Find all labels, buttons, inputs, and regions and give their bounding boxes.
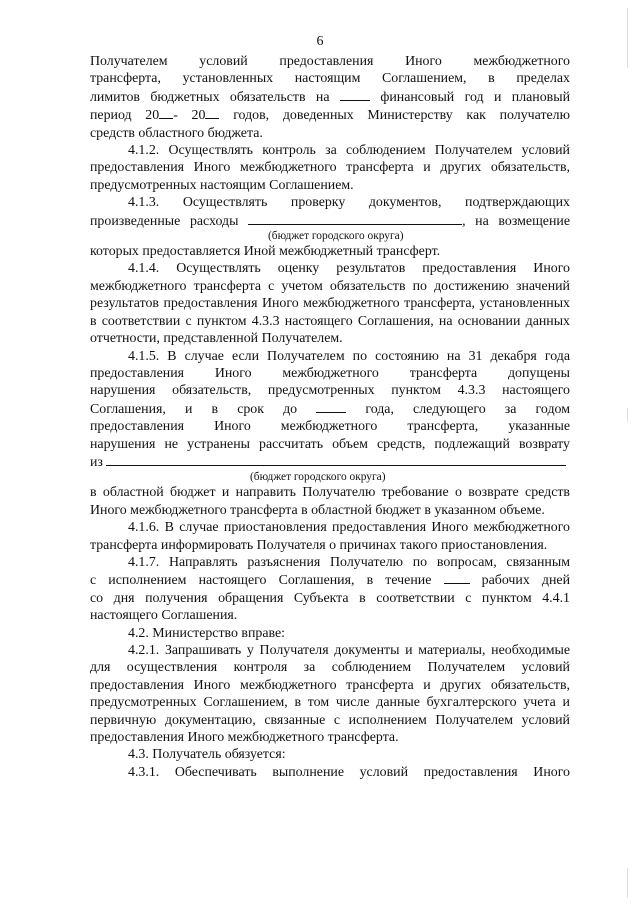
- text-fragment: - 20: [173, 108, 206, 124]
- paragraph-4-1-5-rest: в областной бюджет и направить Получателю требование о возврате средств Иного межбюджетного трансферта в областной бюджет в указанном объеме.: [90, 485, 570, 518]
- text-fragment: из: [90, 454, 103, 470]
- paragraph-4-1-7-line: 4.1.7. Направлять разъяснения Получателю по вопросам, связанным: [128, 554, 570, 570]
- paragraph-4-1-5-line: [90, 453, 570, 471]
- section-heading-4-3: 4.3. Получатель обязуется:: [128, 747, 286, 763]
- text-fragment: , на возмещение: [462, 213, 570, 229]
- text-fragment: годов, доведенных Министерству как получателю: [233, 108, 570, 124]
- text-fragment: финансовый год и плановый: [380, 89, 571, 105]
- text-fragment: период 20: [90, 108, 160, 124]
- paragraph-line: [90, 88, 570, 106]
- text-fragment: произведенные расходы: [90, 213, 239, 229]
- fill-blank: [159, 106, 173, 119]
- paragraph-4-1-5-line: 4.1.5. В случае если Получателем по состоянию на 31 декабря года: [128, 348, 570, 364]
- fill-blank: [248, 212, 462, 225]
- scan-edge-mark: [627, 408, 628, 422]
- scan-edge-mark: [627, 8, 628, 68]
- paragraph-4-1-2: 4.1.2. Осуществлять контроль за соблюдением Получателем условий предоставления Иного межбюджетного трансферта и других обязательств, предусмотренных настоящим Соглашением.: [90, 143, 570, 193]
- paragraph-4-1-5-line: предоставления Иного межбюджетного трансферта допущены: [90, 365, 570, 381]
- scan-edge-mark: [627, 868, 628, 898]
- paragraph-line: [90, 106, 570, 124]
- paragraph-4-1-5-line: [90, 400, 570, 418]
- paragraph-4-1-3-line: которых предоставляется Иной межбюджетный трансферт.: [90, 244, 441, 260]
- document-body: [90, 53, 570, 781]
- paragraph-4-1-3-line: 4.1.3. Осуществлять проверку документов, подтверждающих: [128, 195, 570, 211]
- text-fragment: с исполнением настоящего Соглашения, в течение: [90, 573, 432, 589]
- fill-blank: [340, 88, 370, 101]
- paragraph-4-3-1: 4.3.1. Обеспечивать выполнение условий предоставления Иного: [128, 764, 570, 780]
- paragraph-4-1-7-line: настоящего Соглашения.: [90, 608, 238, 624]
- text-fragment: рабочих дней: [481, 573, 570, 589]
- text-fragment: лимитов бюджетных обязательств на: [90, 89, 330, 105]
- fill-blank: [106, 453, 566, 466]
- paragraph-4-1-5-line: нарушения обязательств, предусмотренных пунктом 4.3.3 настоящего: [90, 383, 570, 399]
- fill-blank: [444, 571, 470, 584]
- paragraph-4-2-1: 4.2.1. Запрашивать у Получателя документы и материалы, необходимые для осуществления контроля за соблюдением Получателем условий предоставления Иного межбюджетного трансферта и других обязательств, предусмотренных Соглашением, в том числе данные бухгалтерского учета и первичную документацию, связанные с исполнением Получателем условий предоставления Иного межбюджетного трансферта.: [90, 643, 570, 746]
- fill-blank: [205, 106, 219, 119]
- paragraph-4-1-7-line: со дня получения обращения Субъекта в соответствии с пунктом 4.4.1: [90, 590, 570, 606]
- field-caption: (бюджет городского округа): [268, 230, 404, 243]
- paragraph-line: Получателем условий предоставления Иного межбюджетного: [90, 54, 570, 69]
- paragraph-line: средств областного бюджета.: [90, 125, 263, 141]
- paragraph-line: трансферта, установленных настоящим Соглашением, в пределах: [90, 71, 570, 87]
- paragraph-4-1-3-line: [90, 212, 570, 230]
- paragraph-4-1-5-line: нарушения не устранены рассчитать объем средств, подлежащий возврату: [90, 436, 570, 452]
- page-number: 6: [316, 34, 324, 49]
- text-fragment: года, следующего за годом: [365, 401, 570, 417]
- text-fragment: Соглашения, и в срок до: [90, 401, 298, 417]
- section-heading-4-2: 4.2. Министерство вправе:: [128, 625, 286, 641]
- paragraph-4-1-7-line: [90, 571, 570, 589]
- fill-blank: [316, 400, 346, 413]
- paragraph-4-1-6: 4.1.6. В случае приостановления предоставления Иного межбюджетного трансферта информировать Получателя о причинах такого приостановления.: [90, 520, 570, 553]
- paragraph-4-1-4: 4.1.4. Осуществлять оценку результатов предоставления Иного межбюджетного трансферта с учетом обязательств по достижению значений результатов предоставления Иного межбюджетного трансферта, установленных в соответствии с пунктом 4.3.3 настоящего Соглашения, на основании данных отчетности, представленной Получателем.: [90, 261, 570, 347]
- field-caption: (бюджет городского округа): [250, 471, 386, 484]
- paragraph-4-1-5-line: предоставления Иного межбюджетного трансферта, указанные: [90, 419, 570, 435]
